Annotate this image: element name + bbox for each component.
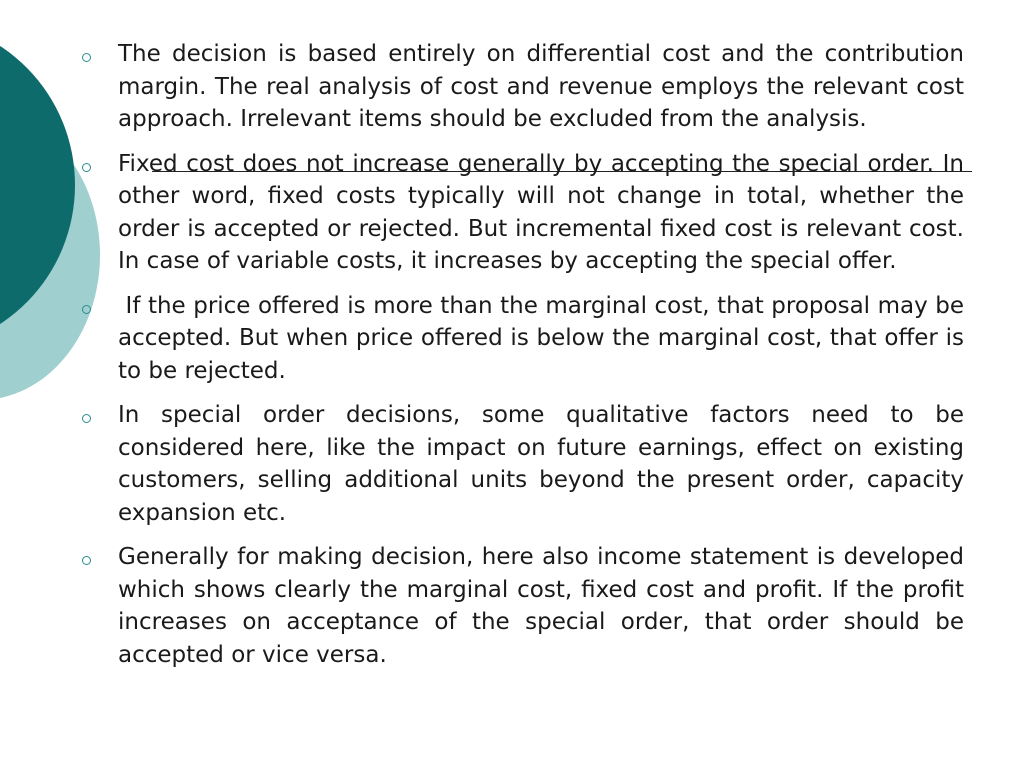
bullet-circle-icon (82, 53, 91, 62)
bullet-item (78, 38, 964, 136)
bullet-text: If the price offered is more than the marginal cost, that proposal may be accepted. But when price offered is below the marginal cost, that offer is to be rejected. (118, 292, 972, 384)
bullet-circle-icon (82, 163, 91, 172)
bullet-text: Generally for making decision, here also income statement is developed which shows clearly the marginal cost, fixed cost and profit. If the profit increases on acceptance of the special order, that order should be accepted or vice versa. (118, 544, 964, 668)
bullet-item (78, 148, 964, 278)
bullet-text: In special order decisions, some qualitative factors need to be considered here, like the impact on future earnings, effect on existing customers, selling additional units beyond the present order, capacity expansion etc. (118, 402, 964, 526)
bullet-item (78, 290, 972, 388)
bullet-text: The decision is based entirely on differential cost and the contribution margin. The real analysis of cost and revenue employs the relevant cost approach. Irrelevant items should be excluded from the analysis. (118, 41, 964, 132)
bullet-circle-icon (82, 556, 91, 565)
bullet-item (78, 399, 964, 529)
bullet-circle-icon (82, 414, 91, 423)
bullet-item (78, 541, 964, 671)
bullet-text: Fixed cost does not increase generally by accepting the special order. In other word, fixed costs typically will not change in total, whether the order is accepted or rejected. But incremental fixed cost is relevant cost. In case of variable costs, it increases by accepting the special offer. (118, 150, 964, 274)
bullet-list (78, 38, 972, 683)
bullet-circle-icon (82, 305, 91, 314)
horizontal-divider (152, 171, 972, 172)
